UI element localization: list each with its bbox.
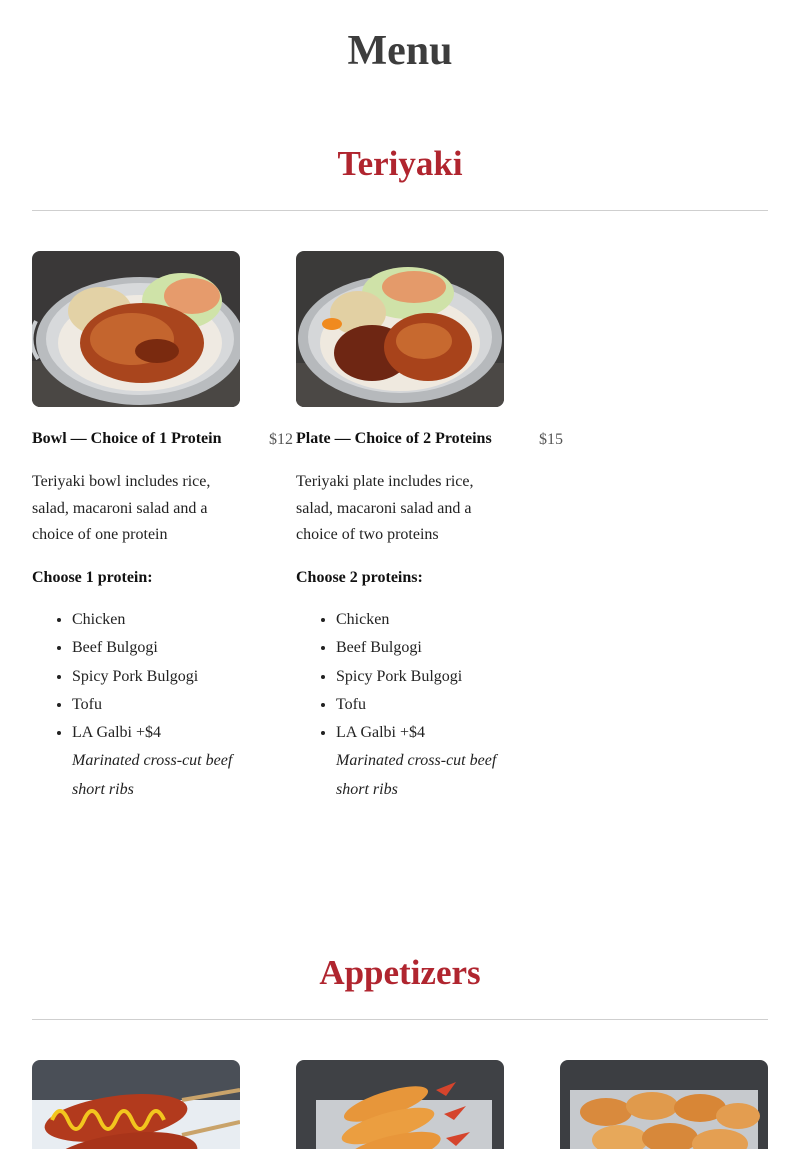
item-description: Teriyaki plate includes rice, salad, macaroni salad and a choice of two proteins [296,473,474,543]
option-label: LA Galbi +$4 [336,724,426,742]
item-price: $15 [539,431,563,448]
teriyaki-bowl-photo [32,251,240,407]
section-title-appetizers: Appetizers [319,953,481,992]
choose-protein-label: Choose 2 proteins: [296,569,423,586]
protein-options-list [32,606,252,804]
protein-option-la-galbi [336,719,516,804]
protein-option: • Spicy Pork Bulgogi [336,663,516,691]
protein-option-la-galbi [72,719,252,804]
option-note: Marinated cross-cut beef short ribs [72,752,233,798]
section-title-teriyaki: Teriyaki [337,144,463,183]
protein-option: • Chicken [72,606,252,634]
protein-option: • Beef Bulgogi [72,634,252,662]
item-price: $12 [269,431,293,448]
protein-option: • Spicy Pork Bulgogi [72,663,252,691]
protein-option: • Chicken [336,606,516,634]
protein-option: • Tofu [72,691,252,719]
option-label: LA Galbi +$4 [72,724,162,742]
dumplings-photo[interactable] [560,1060,768,1149]
choose-protein-label: Choose 1 protein: [32,569,153,586]
protein-option: • Tofu [336,691,516,719]
section-divider [32,210,768,211]
page-title: Menu [347,28,453,74]
corn-dog-photo[interactable] [32,1060,240,1149]
section-divider [32,1019,768,1020]
option-note: Marinated cross-cut beef short ribs [336,752,497,798]
item-description: Teriyaki bowl includes rice, salad, macaroni salad and a choice of one protein [32,473,211,543]
item-name: Plate — Choice of 2 Proteins [296,430,492,447]
fried-shrimp-photo[interactable] [296,1060,504,1149]
teriyaki-plate-photo [296,251,504,407]
protein-options-list [296,606,516,804]
protein-option: • Beef Bulgogi [336,634,516,662]
item-name: Bowl — Choice of 1 Protein [32,430,222,447]
